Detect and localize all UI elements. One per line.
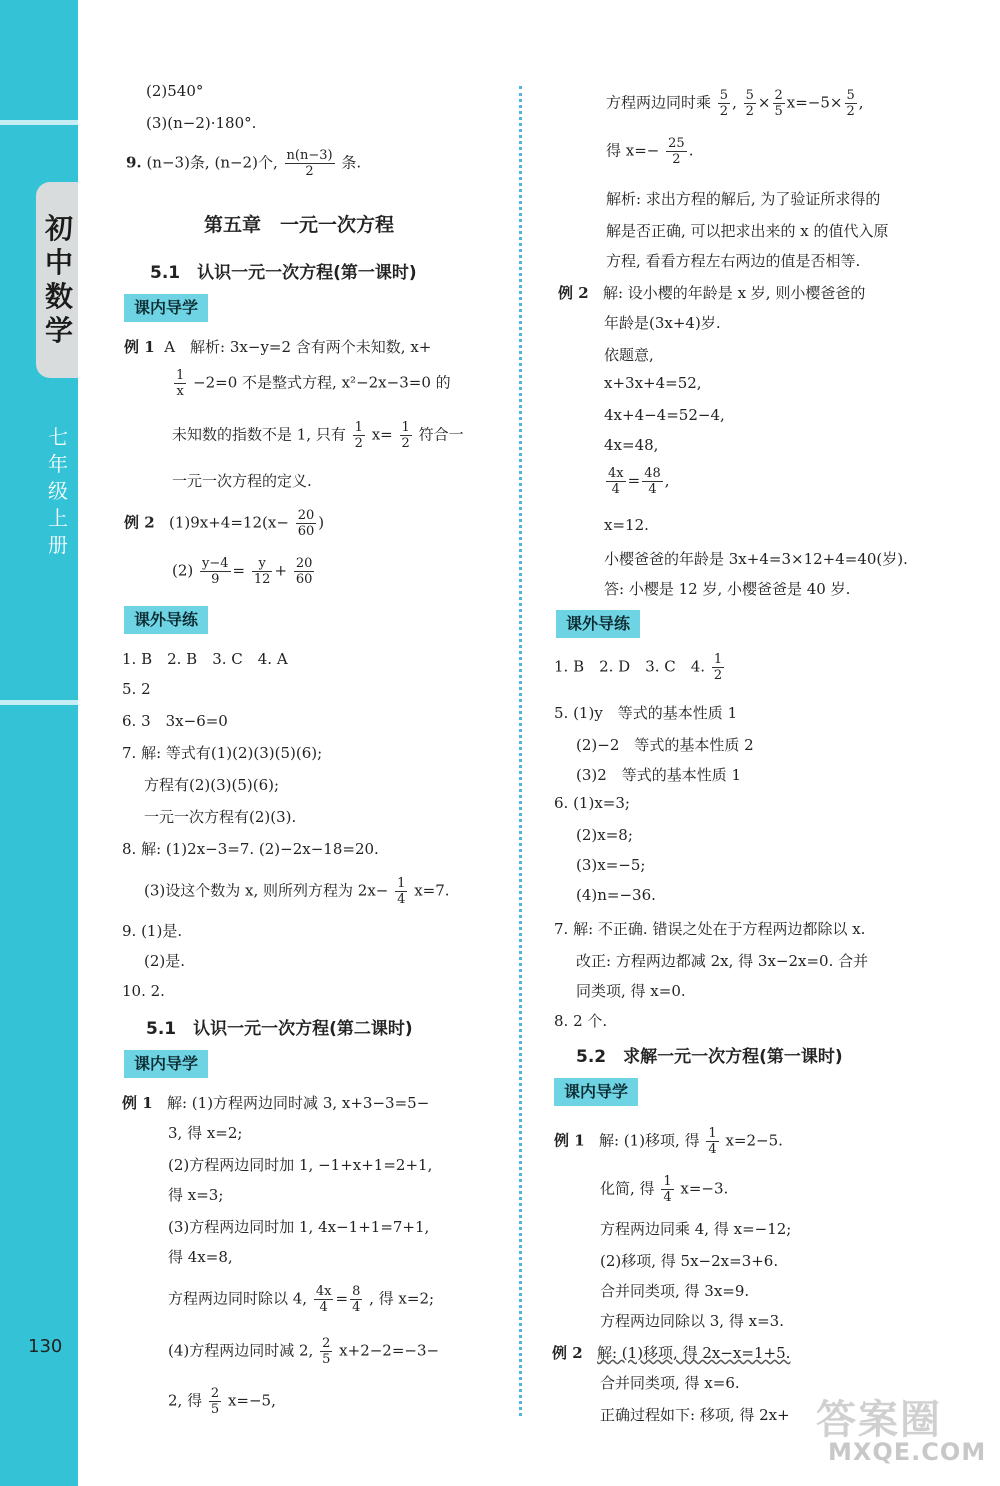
fraction: $\frac{5}{2}$: [719, 88, 729, 119]
text-line: (3)方程两边同时加 1, 4x−1+1=7+1,: [168, 1218, 430, 1236]
text-line: 小樱爸爸的年龄是 3x+4=3×12+4=40(岁).: [604, 550, 908, 568]
example-heading: 例 2: [552, 1344, 583, 1362]
example-heading: 例 2: [558, 284, 589, 302]
text-line: 方程, 看看方程左右两边的值是否相等.: [606, 252, 861, 270]
text-line: 解是否正确, 可以把求出来的 x 的值代入原: [606, 222, 889, 240]
fraction: $\frac{y}{12}$: [253, 556, 271, 587]
text: 解: 设小樱的年龄是 x 岁, 则小樱爸爸的: [602, 284, 866, 302]
text: 化简, 得: [600, 1179, 655, 1198]
text-line: 改正: 方程两边都减 2x, 得 3x−2x=0. 合并: [576, 952, 869, 970]
text-line: [168, 1336, 439, 1367]
fraction: $\frac{1}{x}$: [176, 368, 185, 399]
section-title: 5.2 求解一元一次方程(第一课时): [576, 1047, 843, 1067]
text-line: 5. (1)y 等式的基本性质 1: [554, 704, 738, 722]
text: .: [688, 141, 694, 160]
text: x=7.: [414, 881, 450, 900]
text: 2, 得: [168, 1391, 203, 1410]
grade-label: 七年级上册: [48, 425, 68, 557]
text-line: (3)(n−2)·180°.: [146, 114, 257, 132]
text-line: 同类项, 得 x=0.: [576, 982, 686, 1000]
example-heading: 例 1: [122, 1094, 153, 1112]
text-line: [606, 136, 693, 167]
text: ,: [858, 93, 864, 112]
text-line: (2)−2 等式的基本性质 2: [576, 736, 754, 754]
watermark-url: MXQE.COM: [828, 1438, 987, 1466]
fraction: $\frac{2}{5}$: [210, 1386, 220, 1417]
text-line: [144, 876, 450, 907]
text-line: [122, 1092, 429, 1113]
text: 解: (1)移项, 得: [598, 1131, 700, 1150]
fraction: $\frac{48}{4}$: [644, 466, 661, 497]
text: (x−: [262, 513, 289, 532]
text: =: [627, 471, 641, 490]
text-line: 合并同类项, 得 x=6.: [600, 1374, 740, 1392]
text-line: [558, 282, 865, 303]
text-line: (2)移项, 得 5x−2x=3+6.: [600, 1252, 779, 1270]
text-line: 4x+4−4=52−4,: [604, 406, 725, 424]
fraction: $\frac{1}{2}$: [401, 420, 410, 451]
example-heading: 例 1: [124, 338, 155, 356]
fraction: $\frac{1}{2}$: [713, 652, 723, 683]
text-line: 8. 2 个.: [554, 1012, 608, 1030]
text-line: 6. (1)x=3;: [554, 794, 630, 812]
text-line: [172, 420, 464, 451]
text: 条.: [341, 153, 362, 172]
fraction: $\frac{4x}{4}$: [608, 466, 624, 497]
text-line: [124, 508, 324, 539]
text-line: 5. 2: [122, 680, 151, 698]
text-line: 依题意,: [604, 346, 654, 364]
text: 解: (1)方程两边同时减 3, x+3−3=5−: [166, 1094, 430, 1112]
text: 方程两边同时乘: [606, 93, 712, 112]
text-line: 得 x=3;: [168, 1186, 224, 1204]
column-divider: [519, 86, 522, 1416]
section-label: 课内导学: [124, 1050, 208, 1078]
text: ,: [732, 93, 737, 112]
text: 解: (1)移项, 得 2x−x=1+5.: [596, 1344, 791, 1362]
text: x+2−2=−3−: [339, 1341, 440, 1360]
section-label: 课内导学: [554, 1078, 638, 1106]
text: (1)9x+4=12: [168, 513, 263, 532]
watermark-text: 答案圈: [816, 1397, 942, 1443]
text: x=−5,: [227, 1391, 276, 1410]
text-line: (4)n=−36.: [576, 886, 656, 904]
item-number: 9.: [126, 153, 142, 172]
subject-title: 初中数学: [44, 212, 73, 347]
text: (n−3)条, (n−2)个,: [146, 153, 278, 172]
text-line: 得 4x=8,: [168, 1248, 233, 1266]
text-line: [600, 1174, 728, 1205]
example-heading: 例 1: [554, 1131, 585, 1150]
watermark-logo: [806, 1386, 996, 1482]
text-line: 6. 3 3x−6=0: [122, 712, 228, 730]
text: (2): [172, 561, 194, 580]
text-line: 方程两边同除以 3, 得 x=3.: [600, 1312, 784, 1330]
text-line: [172, 368, 451, 399]
text-line: 7. 解: 等式有(1)(2)(3)(5)(6);: [122, 744, 323, 762]
text: 得 x=−: [606, 141, 660, 160]
text-line: 一元一次方程有(2)(3).: [144, 808, 297, 826]
text-line: 合并同类项, 得 3x=9.: [600, 1282, 750, 1300]
text-line: (2)x=8;: [576, 826, 633, 844]
text: x=−3.: [680, 1179, 729, 1198]
text-line: 方程有(2)(3)(5)(6);: [144, 776, 280, 794]
fraction: $\frac{5}{2}$: [846, 88, 855, 119]
text: ,: [664, 471, 670, 490]
text-line: 8. 解: (1)2x−3=7. (2)−2x−18=20.: [122, 840, 379, 858]
fraction: $\frac{5}{2}$: [745, 88, 754, 119]
text: +: [274, 561, 288, 580]
text-line: 4x=48,: [604, 436, 659, 454]
fraction: $\frac{1}{4}$: [708, 1126, 717, 1157]
fraction: $\frac{n(n-3)}{2}$: [286, 148, 333, 179]
example-heading: 例 2: [124, 513, 155, 532]
sidebar-stripe: [0, 700, 78, 705]
text-line: 答: 小樱是 12 岁, 小樱爸爸是 40 岁.: [604, 580, 851, 598]
section-label: 课外导练: [556, 610, 640, 638]
text-line: 1. B 2. B 3. C 4. A: [122, 650, 288, 668]
text-line: [172, 556, 316, 587]
text: ): [318, 513, 325, 532]
text-line: 10. 2.: [122, 982, 165, 1000]
text-line: 方程两边同乘 4, 得 x=−12;: [600, 1220, 792, 1238]
section-title: 5.1 认识一元一次方程(第一课时): [150, 263, 417, 283]
text-line: [554, 1126, 783, 1157]
text-line: [124, 336, 431, 357]
text-line: [168, 1386, 276, 1417]
text-line: 一元一次方程的定义.: [172, 472, 312, 490]
text-line: 7. 解: 不正确. 错误之处在于方程两边都除以 x.: [554, 920, 866, 938]
fraction: $\frac{8}{4}$: [352, 1284, 361, 1315]
text: x=−5×: [786, 93, 843, 112]
fraction: $\frac{1}{4}$: [663, 1174, 672, 1205]
section-label: 课内导学: [124, 294, 208, 322]
text: , 得 x=2;: [369, 1289, 435, 1308]
text: =: [232, 561, 246, 580]
text-line: (2)方程两边同时加 1, −1+x+1=2+1,: [168, 1156, 433, 1174]
text-line: x=12.: [604, 516, 649, 534]
text-line: (2)是.: [144, 952, 186, 970]
text: 方程两边同时除以 4,: [168, 1289, 308, 1308]
text: A 解析: 3x−y=2 含有两个未知数, x+: [164, 338, 432, 356]
text-line: 年龄是(3x+4)岁.: [604, 314, 721, 332]
text-line: (2)540°: [146, 82, 204, 100]
fraction: $\frac{2}{5}$: [322, 1336, 331, 1367]
section-label: 课外导练: [124, 606, 208, 634]
text-line: (3)2 等式的基本性质 1: [576, 766, 742, 784]
text-line: 解析: 求出方程的解后, 为了验证所求得的: [606, 190, 881, 208]
sidebar-stripe: [0, 120, 78, 125]
sidebar: [0, 0, 78, 1486]
text-line: [168, 1284, 434, 1315]
text: (4)方程两边同时减 2,: [168, 1341, 314, 1360]
fraction: $\frac{25}{2}$: [668, 136, 685, 167]
text-line: [554, 652, 726, 683]
text: 1. B 2. D 3. C 4.: [554, 657, 706, 676]
text-line: 3, 得 x=2;: [168, 1124, 243, 1142]
text: ×: [757, 93, 771, 112]
fraction: $\frac{1}{4}$: [397, 876, 406, 907]
text-line: 正确过程如下: 移项, 得 2x+: [600, 1406, 790, 1424]
text-line: 9. (1)是.: [122, 922, 183, 940]
text-line: [552, 1342, 790, 1363]
text: 符合一: [418, 425, 464, 444]
fraction: $\frac{4x}{4}$: [315, 1284, 332, 1315]
text: =: [335, 1289, 349, 1308]
text: −2=0 不是整式方程, x²−2x−3=0 的: [193, 373, 451, 392]
text: 未知数的指数不是 1, 只有: [172, 425, 346, 444]
text: (3)设这个数为 x, 则所列方程为 2x−: [144, 881, 389, 900]
fraction: $\frac{y-4}{9}$: [202, 556, 229, 587]
text-line: [606, 88, 864, 119]
chapter-title: 第五章 一元一次方程: [204, 214, 395, 236]
text-line: [604, 466, 670, 497]
fraction: $\frac{1}{2}$: [354, 420, 363, 451]
text-line: x+3x+4=52,: [604, 374, 702, 392]
text: x=: [371, 425, 393, 444]
text-line: [126, 148, 361, 179]
fraction: $\frac{20}{60}$: [297, 508, 315, 539]
page-number: 130: [28, 1336, 63, 1357]
text-line: (3)x=−5;: [576, 856, 646, 874]
fraction: $\frac{20}{60}$: [295, 556, 313, 587]
fraction: $\frac{2}{5}$: [774, 88, 783, 119]
text: x=2−5.: [725, 1131, 783, 1150]
section-title: 5.1 认识一元一次方程(第二课时): [146, 1019, 413, 1039]
